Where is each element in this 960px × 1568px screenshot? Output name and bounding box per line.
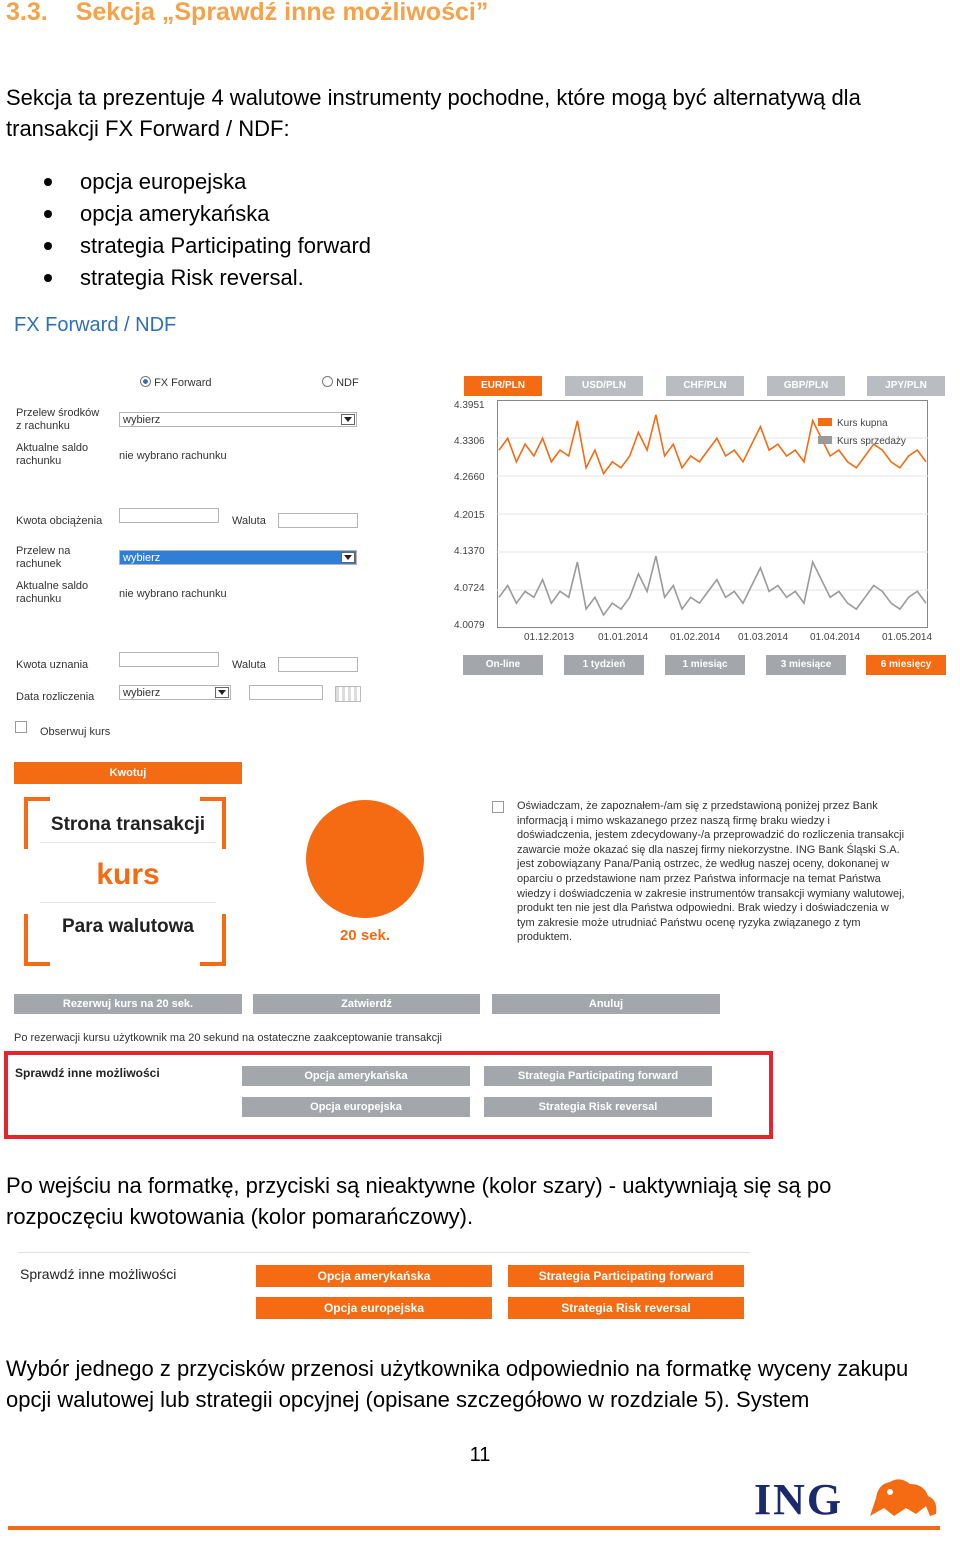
page-number: 11 [469,1444,491,1466]
transfer-from-label [16,407,99,433]
period-button-3-months[interactable]: 3 miesiące [766,655,846,675]
divider [40,902,216,903]
reserve-rate-button[interactable]: Rezerwuj kurs na 20 sek. [14,994,242,1014]
watch-rate-label: Obserwuj kurs [40,726,111,738]
american-option-button[interactable]: Opcja amerykańska [242,1066,470,1086]
consent-line: wiedzy i doświadczenia w zakresie instrumentów transakcji wymiany walutowej, [517,887,905,900]
account-to-select[interactable] [119,550,357,565]
tab-chf-pln[interactable]: CHF/PLN [666,376,744,396]
middle-text-line-2: rozpoczęciu kwotowania (kolor pomarańczowy). [6,1204,474,1229]
radio-ndf-label: NDF [336,377,359,389]
intro-line-2: transakcji FX Forward / NDF: [6,116,290,141]
divider [40,842,216,843]
section-number: 3.3. [6,0,48,26]
european-option-button[interactable]: Opcja europejska [242,1097,470,1117]
timer-label: 20 sek. [339,927,391,944]
y-tick-label: 4.3306 [454,436,485,447]
bullet-list [0,166,371,294]
fx-forward-screenshot [0,310,960,1150]
reserve-note: Po rezerwacji kursu użytkownik ma 20 sekund na ostateczne zaakceptowanie transakcji [14,1032,442,1044]
legend-item [818,415,906,433]
period-button-1-week[interactable]: 1 tydzień [564,655,644,675]
account-from-select[interactable] [119,412,357,427]
settlement-date-label: Data rozliczenia [16,691,95,703]
period-button-1-month[interactable]: 1 miesiąc [665,655,745,675]
list-item: opcja amerykańska [0,198,371,230]
y-tick-label: 4.2015 [454,510,485,521]
bottom-text-line-1: Wybór jednego z przycisków przenosi użytkownika odpowiednio na formatkę wyceny zakupu [6,1356,909,1381]
currency-label: Waluta [232,515,266,527]
consent-line: produkt ten nie jest dla Państwa odpowiedni. Brak wiedzy i doświadczenia w [517,902,889,915]
radio-empty-icon [322,376,333,387]
x-tick-label: 01.05.2014 [882,632,933,643]
rate-value: kurs [96,858,160,891]
consent-line: informacją i mimo wskazanego przez naszą firmę braku wiedzy i [517,814,831,827]
currency-input[interactable] [278,513,358,528]
risk-reversal-button[interactable]: Strategia Risk reversal [484,1097,712,1117]
section-title: Sekcja „Sprawdź inne możliwości” [75,0,489,26]
select-value: wybierz [123,687,161,699]
chevron-down-icon [215,687,229,698]
label-line: Przelew na [16,545,71,557]
label-line: rachunku [16,455,62,467]
form-heading: FX Forward / NDF [14,314,177,336]
credit-amount-label: Kwota uznania [16,659,89,671]
label-line: z rachunku [16,420,70,432]
balance-label [16,442,88,468]
ing-logo-text: ING [754,1475,844,1524]
chevron-down-icon [341,552,355,563]
legend-swatch [818,418,832,426]
quote-button[interactable]: Kwotuj [14,762,242,784]
y-tick-label: 4.2660 [454,472,485,483]
currency-input[interactable] [278,657,358,672]
participating-forward-button[interactable]: Strategia Participating forward [484,1066,712,1086]
x-tick-label: 01.04.2014 [810,632,861,643]
x-tick-label: 01.12.2013 [524,632,575,643]
chart-legend [818,415,906,451]
consent-line: Oświadczam, że zapoznałem-/am się z przedstawioną poniżej przez Bank [517,800,878,812]
middle-text-line-1: Po wejściu na formatkę, przyciski są nieaktywne (kolor szary) - uaktywniają się są po [6,1173,832,1198]
consent-line: oparciu o przedstawione nam przez Państwa informacje na temat Państwa [517,872,881,885]
list-item: strategia Participating forward [0,230,371,262]
radio-fx-forward-label: FX Forward [154,377,212,389]
consent-line: jest zobowiązany Pana/Panią ostrzec, że według naszej oceny, dokonanej w [517,858,890,871]
y-tick-label: 4.0079 [454,620,485,631]
other-options-panel [4,1051,773,1139]
radio-selected-icon [140,376,151,387]
y-tick-label: 4.3951 [454,400,485,411]
timer-circle [306,800,424,918]
confirm-button[interactable]: Zatwierdź [253,994,480,1014]
european-option-button-active[interactable]: Opcja europejska [256,1297,492,1319]
legend-label: Kurs sprzedaży [837,436,906,447]
consent-line: doświadczenia, jestem zdecydowany-/a przeprowadzić do rozliczenia transakcji [517,829,905,842]
legend-label: Kurs kupna [837,418,888,429]
period-button-online[interactable]: On-line [463,655,543,675]
footer-orange-line [8,1526,940,1530]
bottom-text-line-2: opcji walutowej lub strategii opcyjnej (opisane szczegółowo w rozdziale 5). System [6,1387,810,1412]
participating-forward-button-active[interactable]: Strategia Participating forward [508,1265,744,1287]
consent-line: produktem. [517,931,573,944]
select-value: wybierz [123,552,161,564]
tab-usd-pln[interactable]: USD/PLN [565,376,643,396]
consent-text [517,799,957,945]
legend-item [818,433,906,451]
risk-reversal-button-active[interactable]: Strategia Risk reversal [508,1297,744,1319]
balance-value: nie wybrano rachunku [119,450,227,462]
consent-checkbox[interactable] [492,801,504,813]
currency-pair-label: Para walutowa [62,916,194,937]
list-item: opcja europejska [0,166,371,198]
y-tick-label: 4.1370 [454,546,485,557]
ing-lion-icon [866,1474,940,1520]
balance-to-value: nie wybrano rachunku [119,588,227,600]
american-option-button-active[interactable]: Opcja amerykańska [256,1265,492,1287]
x-tick-label: 01.02.2014 [670,632,721,643]
currency-label: Waluta [232,659,266,671]
consent-line: tym zakresie może utrudniać Państwu ocenę ryzyka związanego z tym [517,916,861,929]
chevron-down-icon [341,414,355,425]
watch-rate-checkbox[interactable] [15,721,27,733]
intro-line-1: Sekcja ta prezentuje 4 walutowe instrumenty pochodne, które mogą być alternatywą dla [6,85,861,110]
radio-fx-forward[interactable] [140,376,212,389]
label-line: rachunku [16,593,62,605]
deal-side-label: Strona transakcji [50,814,206,835]
date-input[interactable] [249,685,323,700]
debit-amount-label: Kwota obciążenia [16,515,103,527]
tab-eur-pln[interactable]: EUR/PLN [464,376,542,396]
tab-gbp-pln[interactable]: GBP/PLN [767,376,845,396]
y-tick-label: 4.0724 [454,583,485,594]
period-button-6-months[interactable]: 6 miesięcy [866,655,946,675]
debit-amount-input[interactable] [119,508,219,523]
transfer-to-label [16,545,70,571]
settlement-date-select[interactable] [119,685,231,700]
panel-top-border [18,1252,750,1253]
other-options-label: Sprawdź inne możliwości [15,1066,160,1080]
tab-jpy-pln[interactable]: JPY/PLN [867,376,945,396]
calendar-icon[interactable] [335,686,361,702]
label-line: Aktualne saldo [16,580,89,592]
label-line: Przelew środków [16,407,100,419]
section-heading [6,0,488,27]
list-item: strategia Risk reversal. [0,262,371,294]
balance-to-label [16,580,88,606]
select-value: wybierz [123,414,161,426]
label-line: rachunek [16,558,62,570]
legend-swatch [818,436,832,444]
active-panel-label: Sprawdź inne możliwości [20,1266,177,1282]
radio-ndf[interactable] [322,376,359,389]
label-line: Aktualne saldo [16,442,89,454]
credit-amount-input[interactable] [119,652,219,667]
consent-line: zawarcie może okazać się dla naszej firmy niekorzystne. ING Bank Śląski S.A. [517,843,900,856]
x-tick-label: 01.01.2014 [598,632,649,643]
x-tick-label: 01.03.2014 [738,632,789,643]
cancel-button[interactable]: Anuluj [492,994,720,1014]
